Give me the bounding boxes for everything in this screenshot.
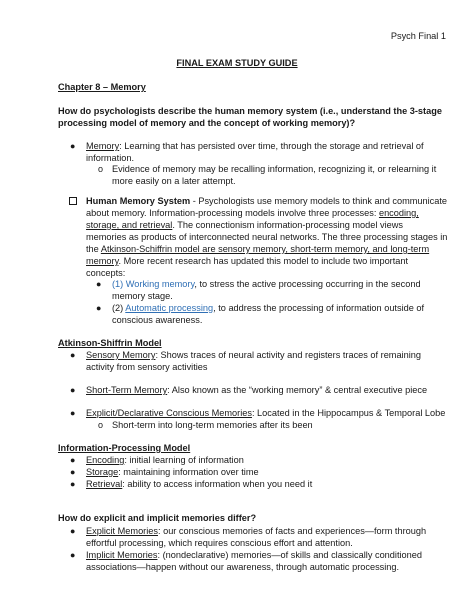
implicit-memories-term: Implicit Memories [86, 550, 158, 560]
hms-line-5a: the [86, 244, 101, 254]
hms-line-7: concepts: [86, 268, 126, 278]
encoding-term: Encoding [86, 455, 125, 465]
question-1-line-1: How do psychologists describe the human memory system (i.e., understand the 3-stage [58, 106, 442, 116]
bullet-icon: ● [70, 526, 76, 536]
question-1-line-2: processing model of memory and the concept of working memory)? [58, 118, 356, 128]
bullet-icon: ● [70, 479, 76, 489]
retrieval-def: : ability to access information when you need it [122, 479, 313, 489]
memory-sub-1: Evidence of memory may be recalling information, recognizing it, or relearning it [112, 164, 437, 174]
explicit-line [86, 408, 445, 420]
hms-line-3b: . The connectionism information-processing model views [172, 220, 403, 230]
explicit-term: Explicit/Declarative Conscious Memories [86, 408, 252, 418]
sensory-def-2: activity from sensory activities [86, 362, 208, 372]
memory-term: Memory [86, 141, 120, 151]
memory-line-1 [86, 141, 424, 153]
automatic-processing-link[interactable]: Automatic processing [125, 303, 214, 313]
memory-sub-2: more easily on a later attempt. [112, 176, 236, 186]
checkbox-icon [69, 197, 77, 205]
memory-def-2: information. [86, 153, 135, 163]
hms-line-6b: . More recent research has updated this model to include two important [118, 256, 409, 266]
memory-def-1: : Learning that has persisted over time, through the storage and retrieval of [119, 141, 424, 151]
concept-1-rest-2: memory stage. [112, 291, 173, 301]
bullet-icon: ● [70, 141, 76, 151]
explicit-memories-line-1 [86, 526, 426, 538]
hms-line-1-text: - Psychologists use memory models to think and communicate [190, 196, 448, 206]
storage-def: : maintaining information over time [118, 467, 259, 477]
atkinson-heading: Atkinson-Shiffrin Model [58, 338, 162, 348]
page-header: Psych Final 1 [390, 31, 446, 41]
hms-line-2a: about memory. Information-processing models involve three processes: [86, 208, 379, 218]
bullet-icon: ● [70, 550, 76, 560]
storage-term: Storage [86, 467, 119, 477]
retrieval-term: Retrieval [86, 479, 123, 489]
sub-bullet-icon: o [98, 164, 104, 174]
sensory-def-1: : Shows traces of neural activity and registers traces of remaining [155, 350, 421, 360]
encoding-line [86, 455, 244, 467]
stm-def: : Also known as the “working memory” & central executive piece [167, 385, 428, 395]
encoding-def: : initial learning of information [124, 455, 244, 465]
implicit-memories-line-1 [86, 550, 422, 562]
hms-line-5 [86, 244, 429, 256]
sensory-term: Sensory Memory [86, 350, 156, 360]
explicit-sub: Short-term into long-term memories after its been [112, 420, 313, 430]
sub-bullet-icon: o [98, 420, 104, 430]
explicit-memories-def-2: effortful processing, which requires conscious effort and attention. [86, 538, 353, 548]
explicit-def: : Located in the Hippocampus & Temporal Lobe [251, 408, 446, 418]
sensory-line-1 [86, 350, 421, 362]
bullet-icon: ● [96, 303, 102, 313]
implicit-memories-def-1: : (nondeclarative) memories—of skills and classically conditioned [157, 550, 422, 560]
hms-line-3 [86, 220, 403, 232]
bullet-icon: ● [70, 385, 76, 395]
hms-line-6a: memory [86, 256, 119, 266]
storage-line [86, 467, 259, 479]
concept-1-rest-1: , to stress the active processing occurring in the second [194, 279, 421, 289]
bullet-icon: ● [70, 408, 76, 418]
working-memory-link[interactable]: Working memory [125, 279, 195, 289]
hms-line-5b: Atkinson-Schiffrin model are sensory memory, short-term memory, and long-term [100, 244, 430, 254]
concept-2-line-1 [112, 303, 424, 315]
concept-1-prefix: (1) [112, 279, 126, 289]
hms-line-6 [86, 256, 408, 268]
implicit-memories-def-2: associations—happen without our awareness, through automatic processing. [86, 562, 400, 572]
hms-line-4: memories as products of interconnected neural networks. The three processing stages in [86, 232, 448, 242]
concept-1-line-1 [112, 279, 421, 291]
hms-line-3a: storage, and retrieval [86, 220, 173, 230]
concept-2-rest-2: conscious awareness. [112, 315, 203, 325]
explicit-memories-term: Explicit Memories [86, 526, 158, 536]
page-title: FINAL EXAM STUDY GUIDE [176, 58, 298, 68]
stm-line [86, 385, 427, 397]
bullet-icon: ● [70, 350, 76, 360]
chapter-heading: Chapter 8 – Memory [58, 82, 146, 92]
hms-term: Human Memory System [86, 196, 191, 206]
bullet-icon: ● [70, 467, 76, 477]
hms-line-2 [86, 208, 419, 220]
explicit-memories-def-1: : our conscious memories of facts and experiences—form through [157, 526, 427, 536]
concept-2-rest-1: , to address the processing of information outside of [213, 303, 425, 313]
question-2: How do explicit and implicit memories differ? [58, 513, 257, 523]
hms-line-2b: encoding, [378, 208, 419, 218]
ipm-heading: Information-Processing Model [58, 443, 191, 453]
stm-term: Short-Term Memory [86, 385, 168, 395]
bullet-icon: ● [70, 455, 76, 465]
concept-2-prefix: (2) [112, 303, 126, 313]
retrieval-line [86, 479, 312, 491]
hms-line-1 [86, 196, 447, 208]
bullet-icon: ● [96, 279, 102, 289]
